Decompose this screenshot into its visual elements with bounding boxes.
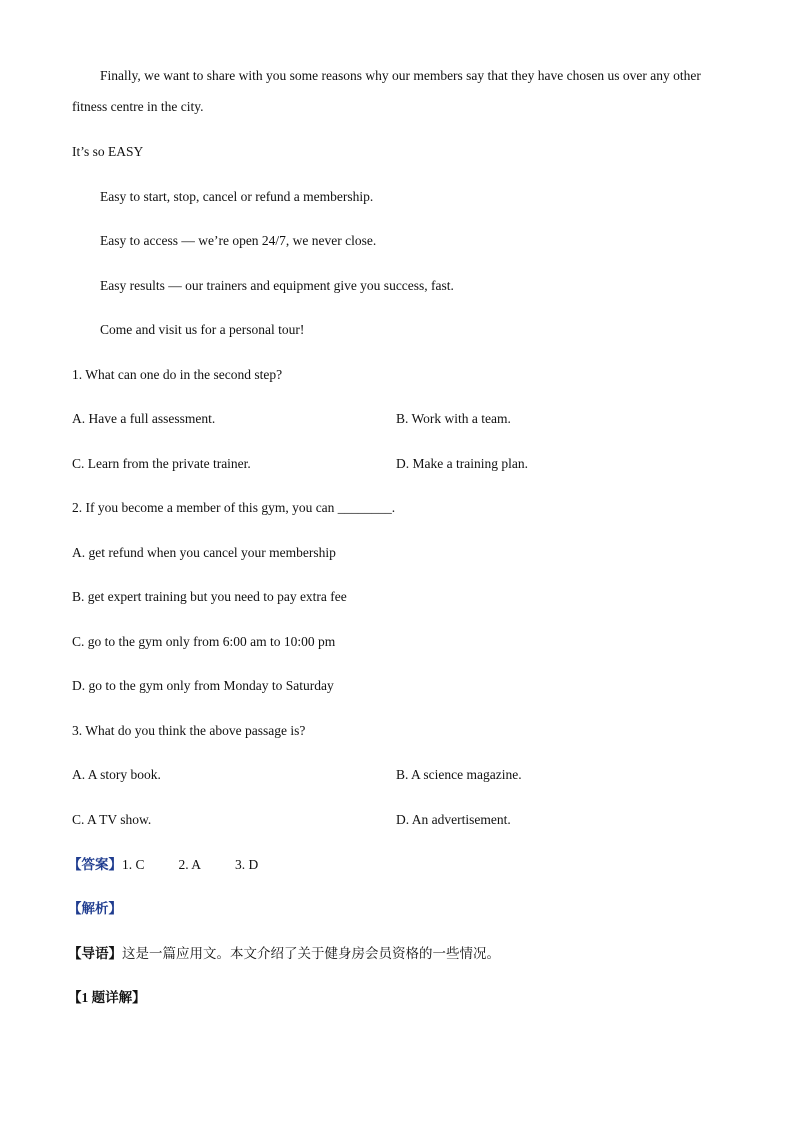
guide-text: 这是一篇应用文。本文介绍了关于健身房会员资格的一些情况。 — [122, 946, 500, 961]
question-3-stem: 3. What do you think the above passage is? — [72, 723, 306, 738]
question-1-option-b: B. Work with a team. — [396, 411, 511, 426]
question-2-option-d: D. go to the gym only from Monday to Saturday — [72, 678, 334, 693]
question-2-stem: 2. If you become a member of this gym, you can ________. — [72, 500, 396, 515]
question-3-option-a: A. A story book. — [72, 767, 161, 782]
question-2-option-a: A. get refund when you cancel your membership — [72, 545, 336, 560]
question-1-option-d: D. Make a training plan. — [396, 456, 528, 471]
detail-line — [68, 990, 146, 1006]
question-3-option-c: C. A TV show. — [72, 812, 152, 827]
question-3-option-d: D. An advertisement. — [396, 812, 511, 827]
passage-paragraph-line-2: fitness centre in the city. — [72, 99, 204, 114]
question-1-option-a: A. Have a full assessment. — [72, 411, 216, 426]
answer-2: 2. A — [178, 857, 202, 872]
easy-point-2: Easy to access — we’re open 24/7, we never close. — [100, 233, 377, 248]
answer-line — [68, 857, 258, 873]
question-3-option-b: B. A science magazine. — [396, 767, 522, 782]
question-2-option-c: C. go to the gym only from 6:00 am to 10:00 pm — [72, 634, 336, 649]
easy-point-3: Easy results — our trainers and equipment give you success, fast. — [100, 278, 454, 293]
section-heading: It’s so EASY — [72, 144, 144, 159]
closing-line: Come and visit us for a personal tour! — [100, 322, 305, 337]
analysis-line — [68, 901, 122, 917]
question-1-stem: 1. What can one do in the second step? — [72, 367, 283, 382]
detail-label: 【1 题详解】 — [68, 990, 146, 1005]
passage-paragraph-line-1: Finally, we want to share with you some reasons why our members say that they have chosen us over any other — [100, 68, 701, 83]
answer-3: 3. D — [235, 857, 259, 872]
analysis-label: 【解析】 — [68, 901, 122, 916]
answer-1: 1. C — [122, 857, 145, 872]
guide-label: 【导语】 — [68, 946, 122, 961]
question-2-option-b: B. get expert training but you need to pay extra fee — [72, 589, 347, 604]
easy-point-1: Easy to start, stop, cancel or refund a membership. — [100, 189, 374, 204]
answer-label: 【答案】 — [68, 857, 122, 872]
guide-line — [68, 946, 500, 962]
question-1-option-c: C. Learn from the private trainer. — [72, 456, 251, 471]
